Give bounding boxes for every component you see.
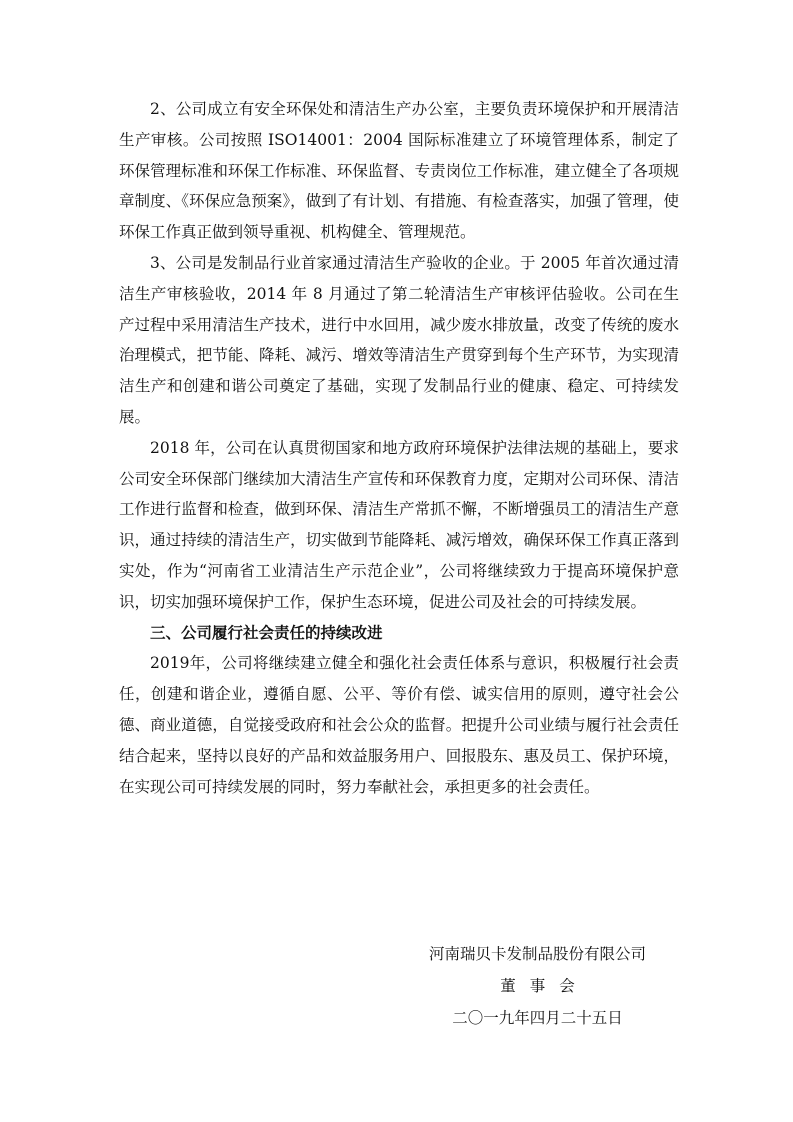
- document-body: [119, 94, 679, 802]
- paragraph-2018-environmental-work: 2018 年，公司在认真贯彻国家和地方政府环境保护法律法规的基础上，要求公司安全环保部门继续加大清洁生产宣传和环保教育力度，定期对公司环保、清洁工作进行监督和检查，做到环保、清洁生产常抓不懈，不断增强员工的清洁生产意识，通过持续的清洁生产，切实做到节能降耗、减污增效，确保环保工作真正落到实处，作为“河南省工业清洁生产示范企业”，公司将继续致力于提高环境保护意识，切实加强环境保护工作，保护生态环境，促进公司及社会的可持续发展。: [119, 438, 679, 611]
- paragraph-clean-production-acceptance: 3、公司是发制品行业首家通过清洁生产验收的企业。于 2005 年首次通过清洁生产审核验收，2014 年 8 月通过了第二轮清洁生产审核评估验收。公司在生产过程中采用清洁生产技术，进行中水回用，减少废水排放量，改变了传统的废水治理模式，把节能、降耗、减污、增效等清洁生产贯穿到每个生产环节，为实现清洁生产和创建和谐公司奠定了基础，实现了发制品行业的健康、稳定、可持续发展。: [119, 253, 679, 426]
- signature-company: 河南瑞贝卡发制品股份有限公司: [428, 945, 646, 963]
- paragraph-environmental-office: 2、公司成立有安全环保处和清洁生产办公室，主要负责环境保护和开展清洁生产审核。公司按照 ISO14001：2004 国际标准建立了环境管理体系，制定了环保管理标准和环保工作标准、环保监督、专责岗位工作标准，建立健全了各项规章制度、《环保应急预案》，做到了有计划、有措施、有检查落实，加强了管理，使环保工作真正做到领导重视、机构健全、管理规范。: [119, 100, 679, 242]
- signature-date: 二〇一九年四月二十五日: [452, 1009, 623, 1027]
- signature-board: 董事会: [500, 977, 589, 995]
- section-heading: 三、公司履行社会责任的持续改进: [150, 622, 383, 642]
- paragraph-2019-social-responsibility: 2019年，公司将继续建立健全和强化社会责任体系与意识，积极履行社会责任，创建和谐企业，遵循自愿、公平、等价有偿、诚实信用的原则，遵守社会公德、商业道德，自觉接受政府和社会公众的监督。把提升公司业绩与履行社会责任结合起来，坚持以良好的产品和效益服务用户、回报股东、惠及员工、保护环境，在实现公司可持续发展的同时，努力奉献社会，承担更多的社会责任。: [119, 654, 679, 796]
- signature-block: [400, 938, 675, 1034]
